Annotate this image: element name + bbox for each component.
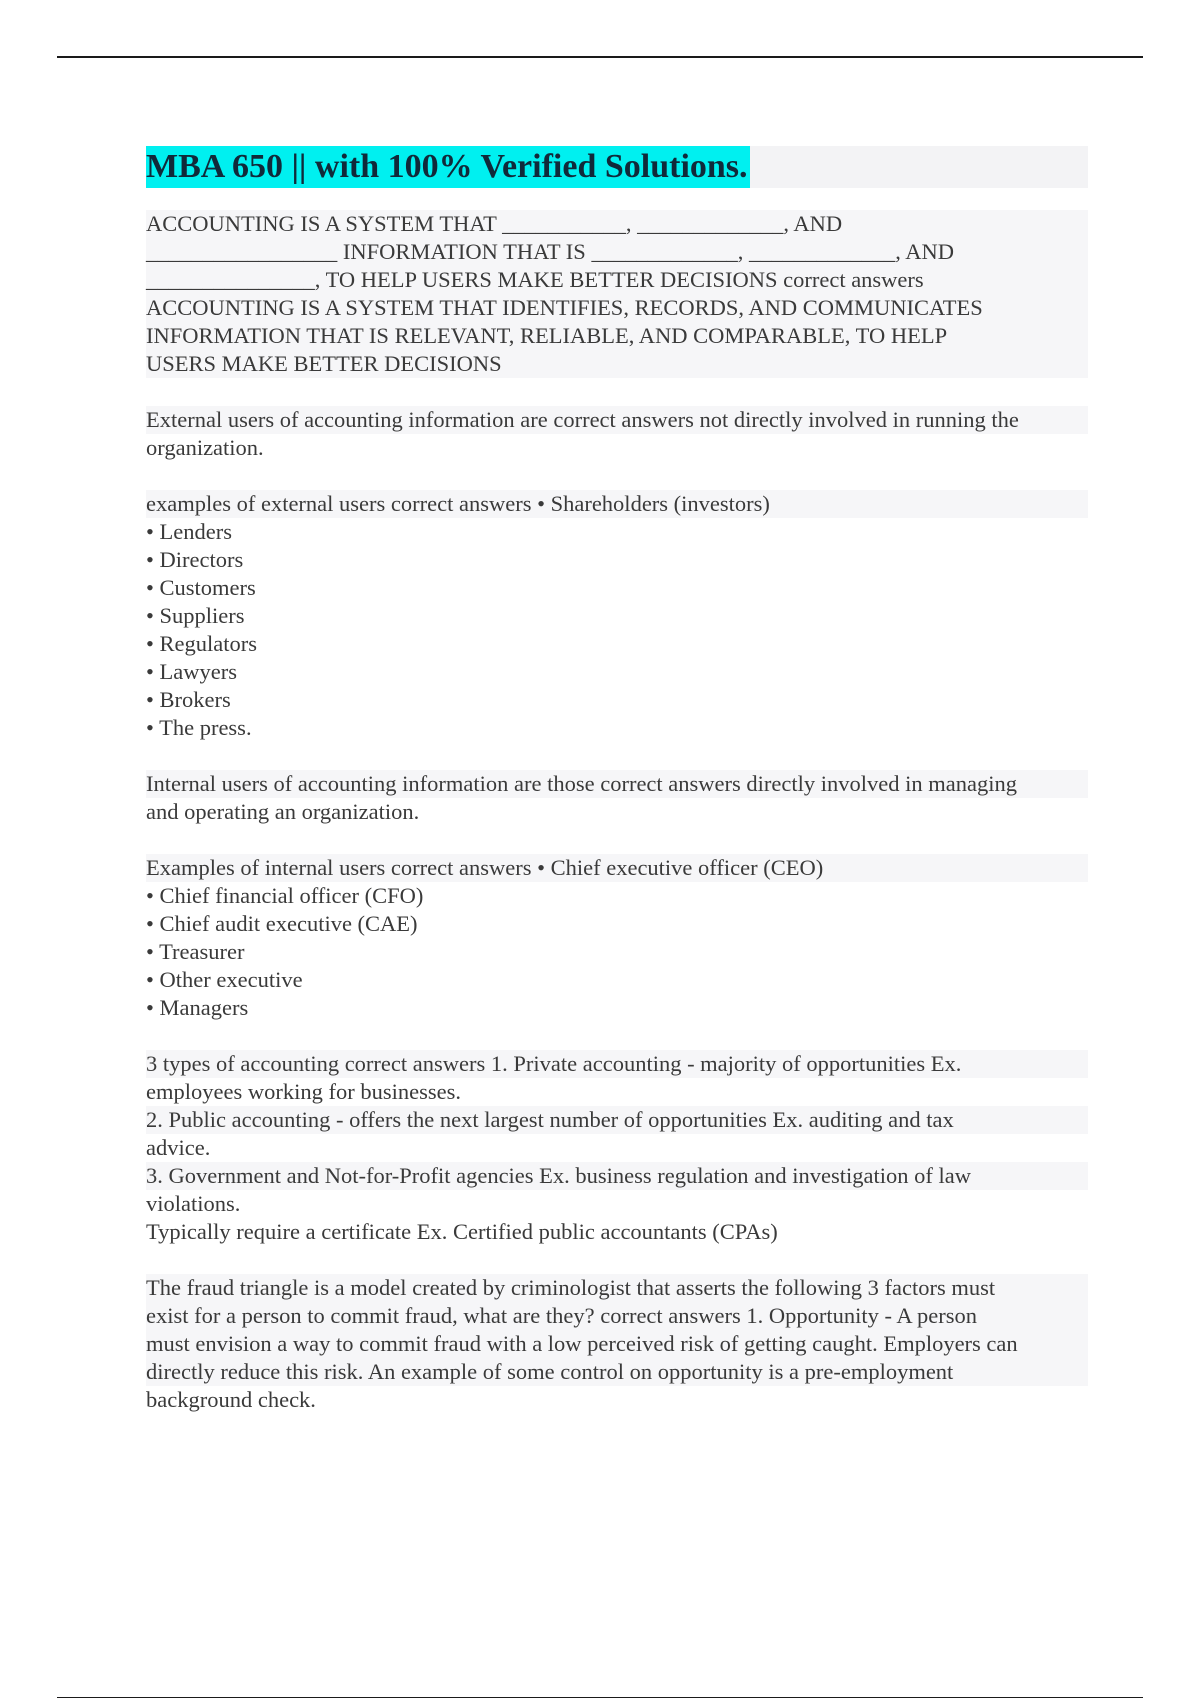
text-line: INFORMATION THAT IS RELEVANT, RELIABLE, AND COMPARABLE, TO HELP [146,322,1088,350]
document-title: MBA 650 || with 100% Verified Solutions. [146,146,750,188]
text-line: directly reduce this risk. An example of some control on opportunity is a pre-employment [146,1358,1088,1386]
list-item: • Lenders [146,519,232,544]
text-line: Internal users of accounting information are those correct answers directly involved in managing [146,770,1088,798]
text-line: Examples of internal users correct answers • Chief executive officer (CEO) [146,854,1088,882]
list-item: • Lawyers [146,659,237,684]
flashcard-accounting-types [146,1050,1088,1246]
list-item: • Chief audit executive (CAE) [146,911,418,936]
title-bar [146,146,1088,188]
text-line: advice. [146,1135,211,1160]
flashcard-accounting-definition [146,210,1088,378]
list-item: • Regulators [146,631,257,656]
flashcard-internal-users [146,770,1088,826]
document-body [146,146,1088,1442]
list-item: • Suppliers [146,603,245,628]
list-item: • Other executive [146,967,303,992]
list-item: • Chief financial officer (CFO) [146,883,424,908]
text-line: violations. [146,1191,241,1216]
flashcard-external-users [146,406,1088,462]
text-line: ACCOUNTING IS A SYSTEM THAT IDENTIFIES, RECORDS, AND COMMUNICATES [146,294,1088,322]
text-line: exist for a person to commit fraud, what are they? correct answers 1. Opportunity - A person [146,1302,1088,1330]
flashcard-external-examples [146,490,1088,742]
text-line: must envision a way to commit fraud with a low perceived risk of getting caught. Employers can [146,1330,1088,1358]
list-item: • Managers [146,995,249,1020]
footer-rule [57,1697,1143,1698]
flashcard-fraud-triangle [146,1274,1088,1414]
text-line: The fraud triangle is a model created by criminologist that asserts the following 3 factors must [146,1274,1088,1302]
text-line: External users of accounting information are correct answers not directly involved in running the [146,406,1088,434]
list-item: • Customers [146,575,256,600]
text-line: USERS MAKE BETTER DECISIONS [146,350,1088,378]
list-item: • The press. [146,715,252,740]
text-line: Typically require a certificate Ex. Certified public accountants (CPAs) [146,1219,778,1244]
text-line: examples of external users correct answers • Shareholders (investors) [146,490,1088,518]
text-line: 3 types of accounting correct answers 1. Private accounting - majority of opportunities Ex. [146,1050,1088,1078]
header-rule [57,56,1143,58]
text-line: background check. [146,1387,316,1412]
list-item: • Brokers [146,687,231,712]
text-line: 2. Public accounting - offers the next largest number of opportunities Ex. auditing and tax [146,1106,1088,1134]
text-line: _________________ INFORMATION THAT IS _____________, _____________, AND [146,238,1088,266]
text-line: and operating an organization. [146,799,420,824]
list-item: • Treasurer [146,939,245,964]
flashcard-internal-examples [146,854,1088,1022]
list-item: • Directors [146,547,244,572]
text-line: organization. [146,435,264,460]
text-line: 3. Government and Not-for-Profit agencies Ex. business regulation and investigation of law [146,1162,1088,1190]
text-line: employees working for businesses. [146,1079,461,1104]
text-line: _______________, TO HELP USERS MAKE BETTER DECISIONS correct answers [146,266,1088,294]
text-line: ACCOUNTING IS A SYSTEM THAT ___________, _____________, AND [146,210,1088,238]
